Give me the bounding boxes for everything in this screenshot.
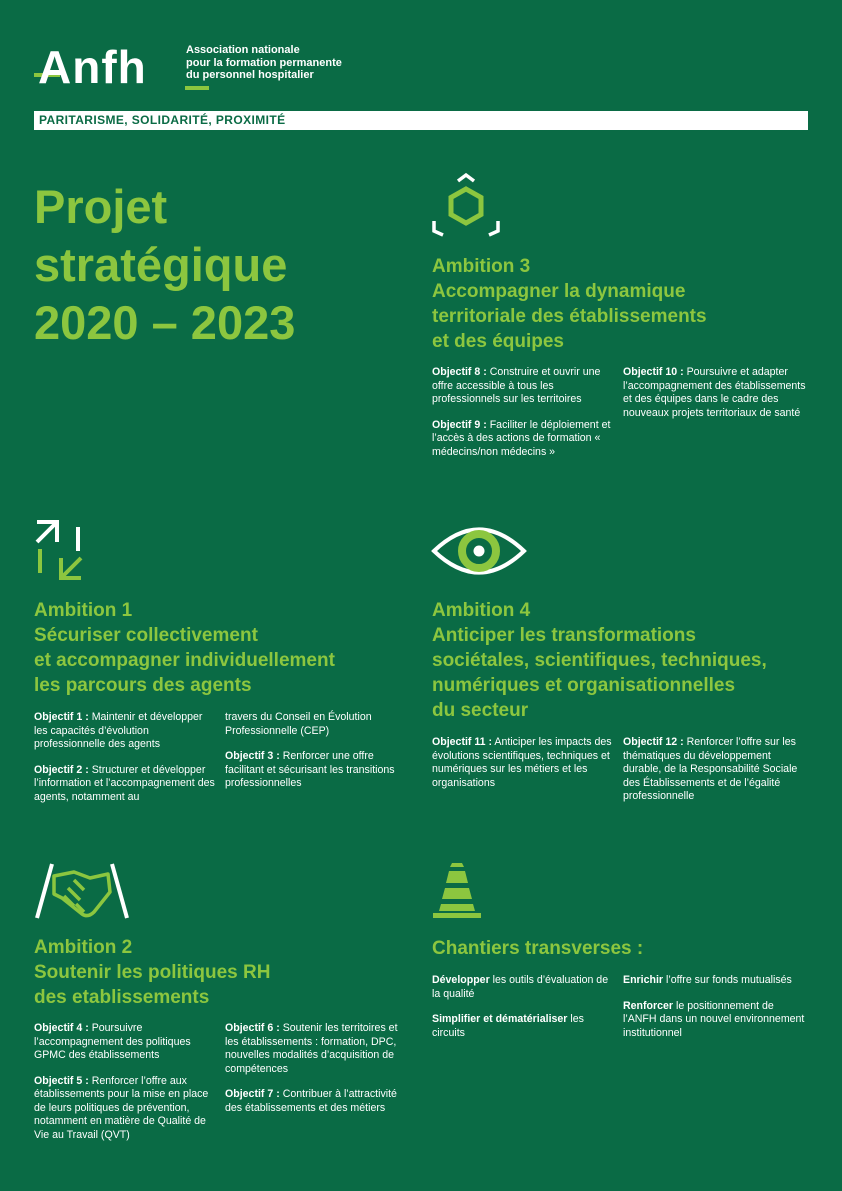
logo-subtitle-line: pour la formation permanente — [186, 56, 342, 69]
logo: Anfh — [38, 41, 147, 93]
logo-accent-bar-right — [185, 86, 209, 90]
chantier-item: Enrichir l’offre sur fonds mutualisés — [623, 974, 792, 986]
ambition-label: Ambition 3 — [432, 256, 531, 277]
ambition-1-header — [34, 598, 424, 698]
ambition-3-header — [432, 254, 812, 354]
tagline: PARITARISME, SOLIDARITÉ, PROXIMITÉ — [39, 113, 286, 127]
handshake-icon — [34, 858, 130, 924]
chantiers-col1 — [432, 974, 612, 1052]
ambition-heading-line: et des équipes — [432, 331, 564, 352]
objective-6: Objectif 6 : Soutenir les territoires et les établissements : formation, DPC, nouvelles modalités d’acquisition de compétences — [225, 1022, 398, 1075]
objective-11: Objectif 11 : Anticiper les impacts des évolutions scientifiques, techniques et numériques sur les métiers et les organisations — [432, 736, 612, 789]
ambition-heading-line: et accompagner individuellement — [34, 650, 335, 671]
logo-subtitle-line: du personnel hospitalier — [186, 69, 314, 81]
objective-10: Objectif 10 : Poursuivre et adapter l’accompagnement des établissements et des équipes dans le cadre des nouveaux projets territoriaux de santé — [623, 366, 806, 419]
objective-5: Objectif 5 : Renforcer l’offre aux établissements pour la mise en place de leurs politiques de prévention, notamment en matière de Qualité de Vie au Travail (QVT) — [34, 1074, 209, 1141]
title-line: 2020 – 2023 — [34, 296, 296, 349]
title-line: Projet — [34, 180, 168, 233]
objective-7: Objectif 7 : Contribuer à l’attractivité des établissements et des métiers — [225, 1088, 397, 1114]
chantiers-heading: Chantiers transverses : — [432, 938, 644, 959]
chantiers-col2 — [623, 974, 809, 1052]
ambition-label: Ambition 1 — [34, 600, 133, 621]
arrows-exchange-icon — [34, 519, 84, 581]
objective-8: Objectif 8 : Construire et ouvrir une offre accessible à tous les professionnels sur les territoires — [432, 366, 601, 405]
chantier-item: Renforcer le positionnement de l’ANFH dans un nouvel environnement institutionnel — [623, 999, 805, 1039]
hexagon-icon — [431, 171, 501, 237]
objective-2-continued: travers du Conseil en Évolution Professionnelle (CEP) — [225, 711, 372, 737]
ambition-4-objectives-col2 — [623, 736, 809, 816]
objective-4: Objectif 4 : Poursuivre l’accompagnement des politiques GPMC des établissements — [34, 1022, 191, 1061]
eye-icon — [431, 520, 527, 582]
ambition-1-objectives-col1 — [34, 711, 217, 816]
ambition-2-objectives-col2 — [225, 1022, 413, 1127]
title-line: stratégique — [34, 238, 288, 291]
ambition-heading-line: Sécuriser collectivement — [34, 625, 258, 646]
logo-subtitle — [186, 44, 386, 82]
ambition-4-objectives-col1 — [432, 736, 612, 802]
ambition-3-objectives-col2 — [623, 366, 809, 432]
logo-subtitle-line: Association nationale — [186, 44, 300, 56]
ambition-heading-line: Soutenir les politiques RH — [34, 962, 271, 983]
ambition-heading-line: Anticiper les transformations — [432, 625, 696, 646]
ambition-heading-line: territoriale des établissements — [432, 306, 707, 327]
ambition-heading-line: du secteur — [432, 700, 529, 721]
page-title — [34, 178, 394, 352]
ambition-heading-line: numériques et organisationnelles — [432, 675, 736, 696]
ambition-heading-line: sociétales, scientifiques, techniques, — [432, 650, 767, 671]
ambition-heading-line: Accompagner la dynamique — [432, 281, 686, 302]
chantier-item: Simplifier et dématérialiser les circuits — [432, 1013, 584, 1039]
ambition-label: Ambition 2 — [34, 937, 133, 958]
objective-2: Objectif 2 : Structurer et développer l’information et l’accompagnement des agents, notamment au — [34, 763, 215, 803]
ambition-heading-line: les parcours des agents — [34, 675, 252, 696]
ambition-4-header — [432, 598, 832, 723]
objective-3: Objectif 3 : Renforcer une offre facilitant et sécurisant les transitions professionnelles — [225, 750, 395, 789]
objective-12: Objectif 12 : Renforcer l’offre sur les thématiques du développement durable, de la Responsabilité Sociale des Établissements et de l’égalité professionnelle — [623, 736, 798, 802]
ambition-heading-line: des etablissements — [34, 987, 210, 1008]
ambition-2-objectives-col1 — [34, 1022, 214, 1154]
ambition-1-objectives-col2 — [225, 711, 413, 803]
traffic-cone-icon — [431, 861, 483, 919]
ambition-label: Ambition 4 — [432, 600, 531, 621]
ambition-2-header — [34, 935, 424, 1010]
tagline-banner — [34, 111, 808, 130]
objective-1: Objectif 1 : Maintenir et développer les capacités d’évolution professionnelle des agents — [34, 711, 203, 750]
chantier-item: Développer les outils d’évaluation de la qualité — [432, 974, 609, 1000]
ambition-3-objectives-col1 — [432, 366, 612, 471]
objective-9: Objectif 9 : Faciliter le déploiement et l’accès à des actions de formation « médecins/non médecins » — [432, 418, 611, 458]
